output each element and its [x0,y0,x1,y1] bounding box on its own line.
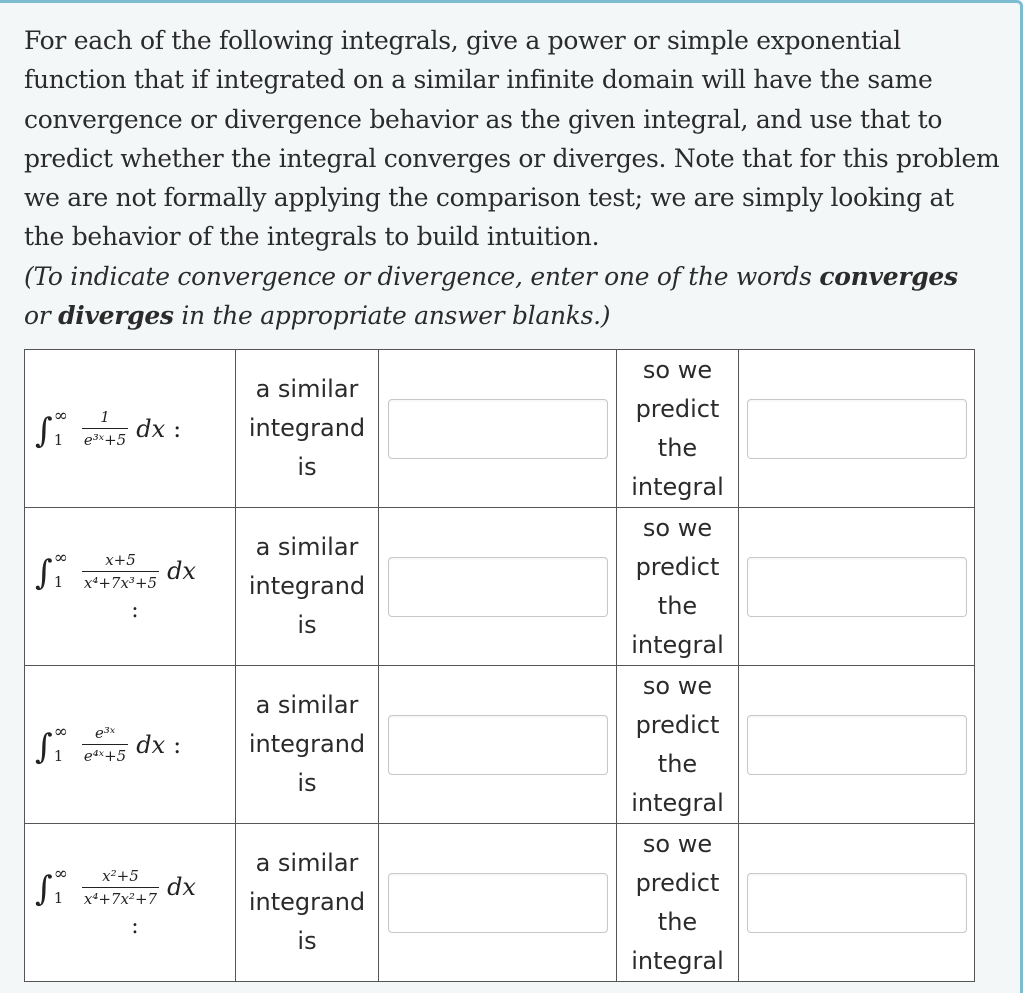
label-line: predict [635,868,720,897]
table-row [25,666,975,824]
prompt-line: convergence or divergence behavior as the given integral, and use that to [24,104,943,134]
label-line: predict [635,394,720,423]
label-line: integral [631,946,724,975]
prediction-input[interactable] [747,557,967,617]
label-line: is [297,927,317,955]
integrand-fraction [82,867,159,908]
lower-limit: 1 [53,573,64,591]
label-line: a similar [255,849,359,877]
label-line: so we [642,829,713,858]
label-line: predict [635,710,720,739]
similar-integrand-cell [379,350,617,508]
label-line: integral [631,788,724,817]
label-line: integrand [248,572,366,600]
prediction-label-cell [617,508,739,666]
prediction-input[interactable] [747,715,967,775]
differential: dx [136,730,166,759]
differential: dx [167,873,196,901]
denominator: e⁴ˣ+5 [82,744,128,765]
prediction-input[interactable] [747,399,967,459]
similar-integrand-cell [379,508,617,666]
label-line: so we [642,513,713,542]
numerator: 1 [100,408,110,426]
similar-integrand-input[interactable] [388,399,608,459]
colon: : [131,597,139,623]
similar-integrand-label-cell [236,350,379,508]
lower-limit: 1 [53,430,64,449]
label-line: integrand [248,414,366,442]
denominator: e³ˣ+5 [82,428,128,449]
prompt-line: predict whether the integral converges or diverges. Note that for this problem [24,143,1000,173]
integral-cell [25,350,236,508]
keyword-converges: converges [819,261,958,291]
integral-sign: ∫ [35,869,53,909]
upper-limit: ∞ [53,548,68,568]
table-row [25,824,975,982]
integrand-fraction [82,724,128,765]
similar-integrand-label-cell [236,824,379,982]
denominator: x⁴+7x³+5 [82,571,159,592]
label-line: is [297,453,317,481]
colon: : [173,730,182,759]
integral-cell [25,666,236,824]
label-line: a similar [255,691,359,719]
differential: dx [136,414,166,443]
label-line: integrand [248,730,366,758]
integral-sign: ∫ [35,410,53,451]
similar-integrand-label-cell [236,666,379,824]
label-line: integral [631,472,724,501]
prompt-line: function that if integrated on a similar infinite domain will have the same [24,65,933,95]
lower-limit: 1 [53,746,64,765]
similar-integrand-cell [379,666,617,824]
colon: : [173,414,182,443]
answer-table [24,349,975,982]
label-line: the [657,433,698,462]
label-line: is [297,611,317,639]
label-line: the [657,907,698,936]
upper-limit: ∞ [53,405,68,426]
prompt-line: the behavior of the integrals to build intuition. [24,222,600,252]
label-line: so we [642,671,713,700]
prediction-cell [739,508,975,666]
integral-expression [25,864,235,939]
instruction-note: (To indicate convergence or divergence, enter one of the words converges [24,261,958,291]
label-line: so we [642,355,713,384]
prediction-input[interactable] [747,873,967,933]
similar-integrand-input[interactable] [388,715,608,775]
differential: dx [167,557,196,585]
similar-integrand-input[interactable] [388,873,608,933]
problem-statement [24,21,1000,335]
integral-sign: ∫ [35,726,53,767]
label-line: the [657,591,698,620]
similar-integrand-cell [379,824,617,982]
prediction-cell [739,666,975,824]
integrand-fraction [82,408,128,449]
prediction-label-cell [617,666,739,824]
label-line: integral [631,630,724,659]
label-line: a similar [255,533,359,561]
label-line: integrand [248,888,366,916]
integral-expression [25,548,235,623]
numerator: e³ˣ [94,724,116,742]
table-row [25,350,975,508]
prompt-line: For each of the following integrals, give a power or simple exponential [24,26,901,55]
instruction-note-cont: or diverges in the appropriate answer blanks.) [24,301,611,331]
keyword-diverges: diverges [58,301,174,331]
prediction-cell [739,350,975,508]
prediction-label-cell [617,350,739,508]
prediction-cell [739,824,975,982]
upper-limit: ∞ [53,864,68,884]
label-line: is [297,769,317,797]
lower-limit: 1 [53,889,64,907]
similar-integrand-label-cell [236,508,379,666]
integrand-fraction [82,551,159,592]
integral-expression [25,721,235,767]
integral-expression [25,405,235,451]
label-line: a similar [255,375,359,403]
prediction-label-cell [617,824,739,982]
prompt-line: we are not formally applying the comparison test; we are simply looking at [24,183,954,213]
similar-integrand-input[interactable] [388,557,608,617]
integral-sign: ∫ [35,553,53,593]
denominator: x⁴+7x²+7 [82,887,159,908]
table-row [25,508,975,666]
numerator: x²+5 [102,866,139,885]
integral-cell [25,824,236,982]
upper-limit: ∞ [53,721,68,742]
label-line: predict [635,552,720,581]
label-line: the [657,749,698,778]
colon: : [131,913,139,939]
integral-cell [25,508,236,666]
numerator: x+5 [105,550,136,569]
